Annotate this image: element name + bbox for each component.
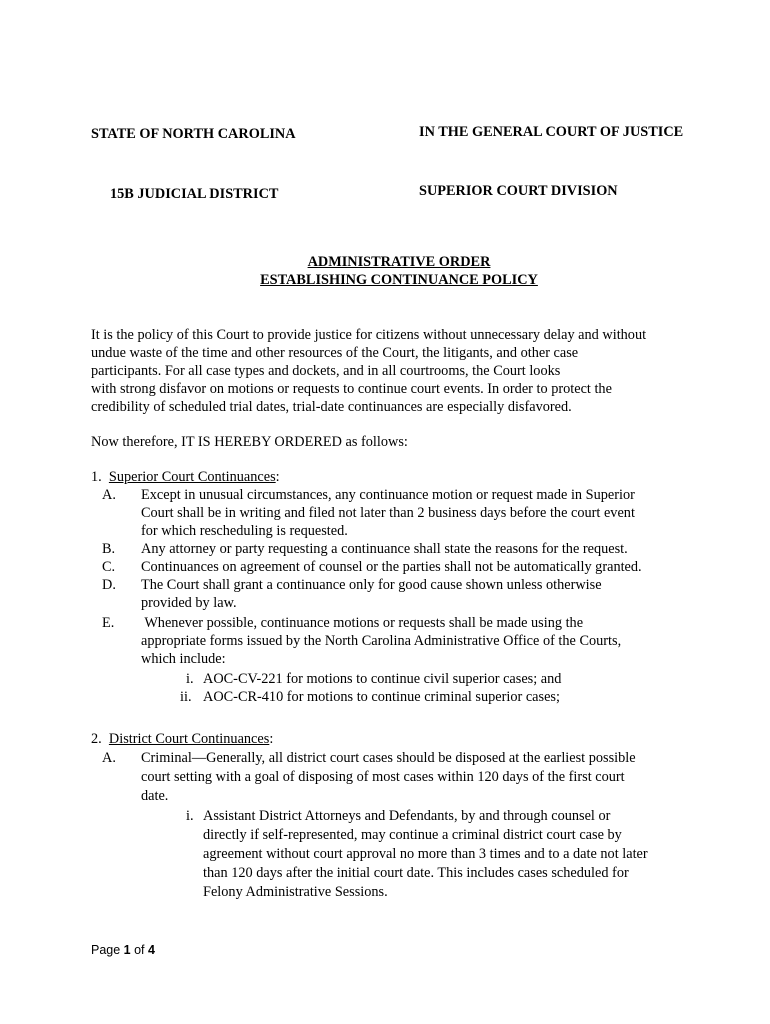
item-text: Criminal—Generally, all district court cases should be disposed at the earliest possible (141, 750, 636, 766)
now-therefore: Now therefore, IT IS HEREBY ORDERED as follows: (91, 434, 408, 450)
page-number: 1 (123, 943, 131, 957)
item-text: provided by law. (141, 595, 237, 611)
item-label: A. (102, 750, 116, 766)
item-label: D. (102, 577, 116, 593)
item-text: Any attorney or party requesting a continuance shall state the reasons for the request. (141, 541, 628, 557)
item-text: Whenever possible, continuance motions or requests shall be made using the (141, 615, 584, 631)
item-text: Except in unusual circumstances, any continuance motion or request made in Superior (141, 487, 635, 503)
intro-line: participants. For all case types and dockets, and in all courtrooms, the Court looks (91, 363, 561, 379)
title-line-2: ESTABLISHING CONTINUANCE POLICY (260, 272, 538, 288)
subitem-text: than 120 days after the initial court date. This includes cases scheduled for (203, 865, 629, 881)
subitem-label: i. (186, 671, 194, 687)
item-text: which include: (141, 651, 226, 667)
header-division: SUPERIOR COURT DIVISION (419, 183, 618, 199)
intro-line: undue waste of the time and other resources of the Court, the litigants, and other case (91, 345, 579, 361)
item-text: The Court shall grant a continuance only for good cause shown unless otherwise (141, 577, 602, 593)
title-line-1: ADMINISTRATIVE ORDER (307, 254, 491, 270)
item-label: B. (102, 541, 116, 557)
item-text: date. (141, 788, 169, 804)
item-label: E. (102, 615, 115, 631)
subitem-text: agreement without court approval no more than 3 times and to a date not later (203, 846, 648, 862)
intro-line: credibility of scheduled trial dates, trial-date continuances are especially disfavored. (91, 399, 572, 415)
item-label: A. (102, 487, 116, 503)
subitem-label: i. (186, 808, 194, 824)
header-state: STATE OF NORTH CAROLINA (91, 126, 296, 142)
subitem-label: ii. (180, 689, 192, 705)
subitem-text: AOC-CV-221 for motions to continue civil superior cases; and (203, 671, 562, 687)
item-text: appropriate forms issued by the North Carolina Administrative Office of the Courts, (141, 633, 622, 649)
subitem-text: Assistant District Attorneys and Defendants, by and through counsel or (203, 808, 611, 824)
header-district: 15B JUDICIAL DISTRICT (110, 186, 279, 202)
item-label: C. (102, 559, 116, 575)
item-text: Continuances on agreement of counsel or the parties shall not be automatically granted. (141, 559, 642, 575)
item-text: for which rescheduling is requested. (141, 523, 348, 539)
subitem-text: Felony Administrative Sessions. (203, 884, 388, 900)
section-1-heading: 1. Superior Court Continuances: (91, 469, 280, 485)
item-text: court setting with a goal of disposing of most cases within 120 days of the first court (141, 769, 625, 785)
item-text: Court shall be in writing and filed not later than 2 business days before the court event (141, 505, 635, 521)
intro-line: with strong disfavor on motions or requests to continue court events. In order to protect the (91, 381, 612, 397)
page-footer: Page 1 of 4 (91, 943, 155, 957)
intro-line: It is the policy of this Court to provide justice for citizens without unnecessary delay and without (91, 327, 647, 343)
header-court: IN THE GENERAL COURT OF JUSTICE (419, 124, 684, 140)
section-2-heading: 2. District Court Continuances: (91, 731, 274, 747)
subitem-text: directly if self-represented, may continue a criminal district court case by (203, 827, 622, 843)
subitem-text: AOC-CR-410 for motions to continue criminal superior cases; (203, 689, 560, 705)
page-total: 4 (148, 943, 155, 957)
